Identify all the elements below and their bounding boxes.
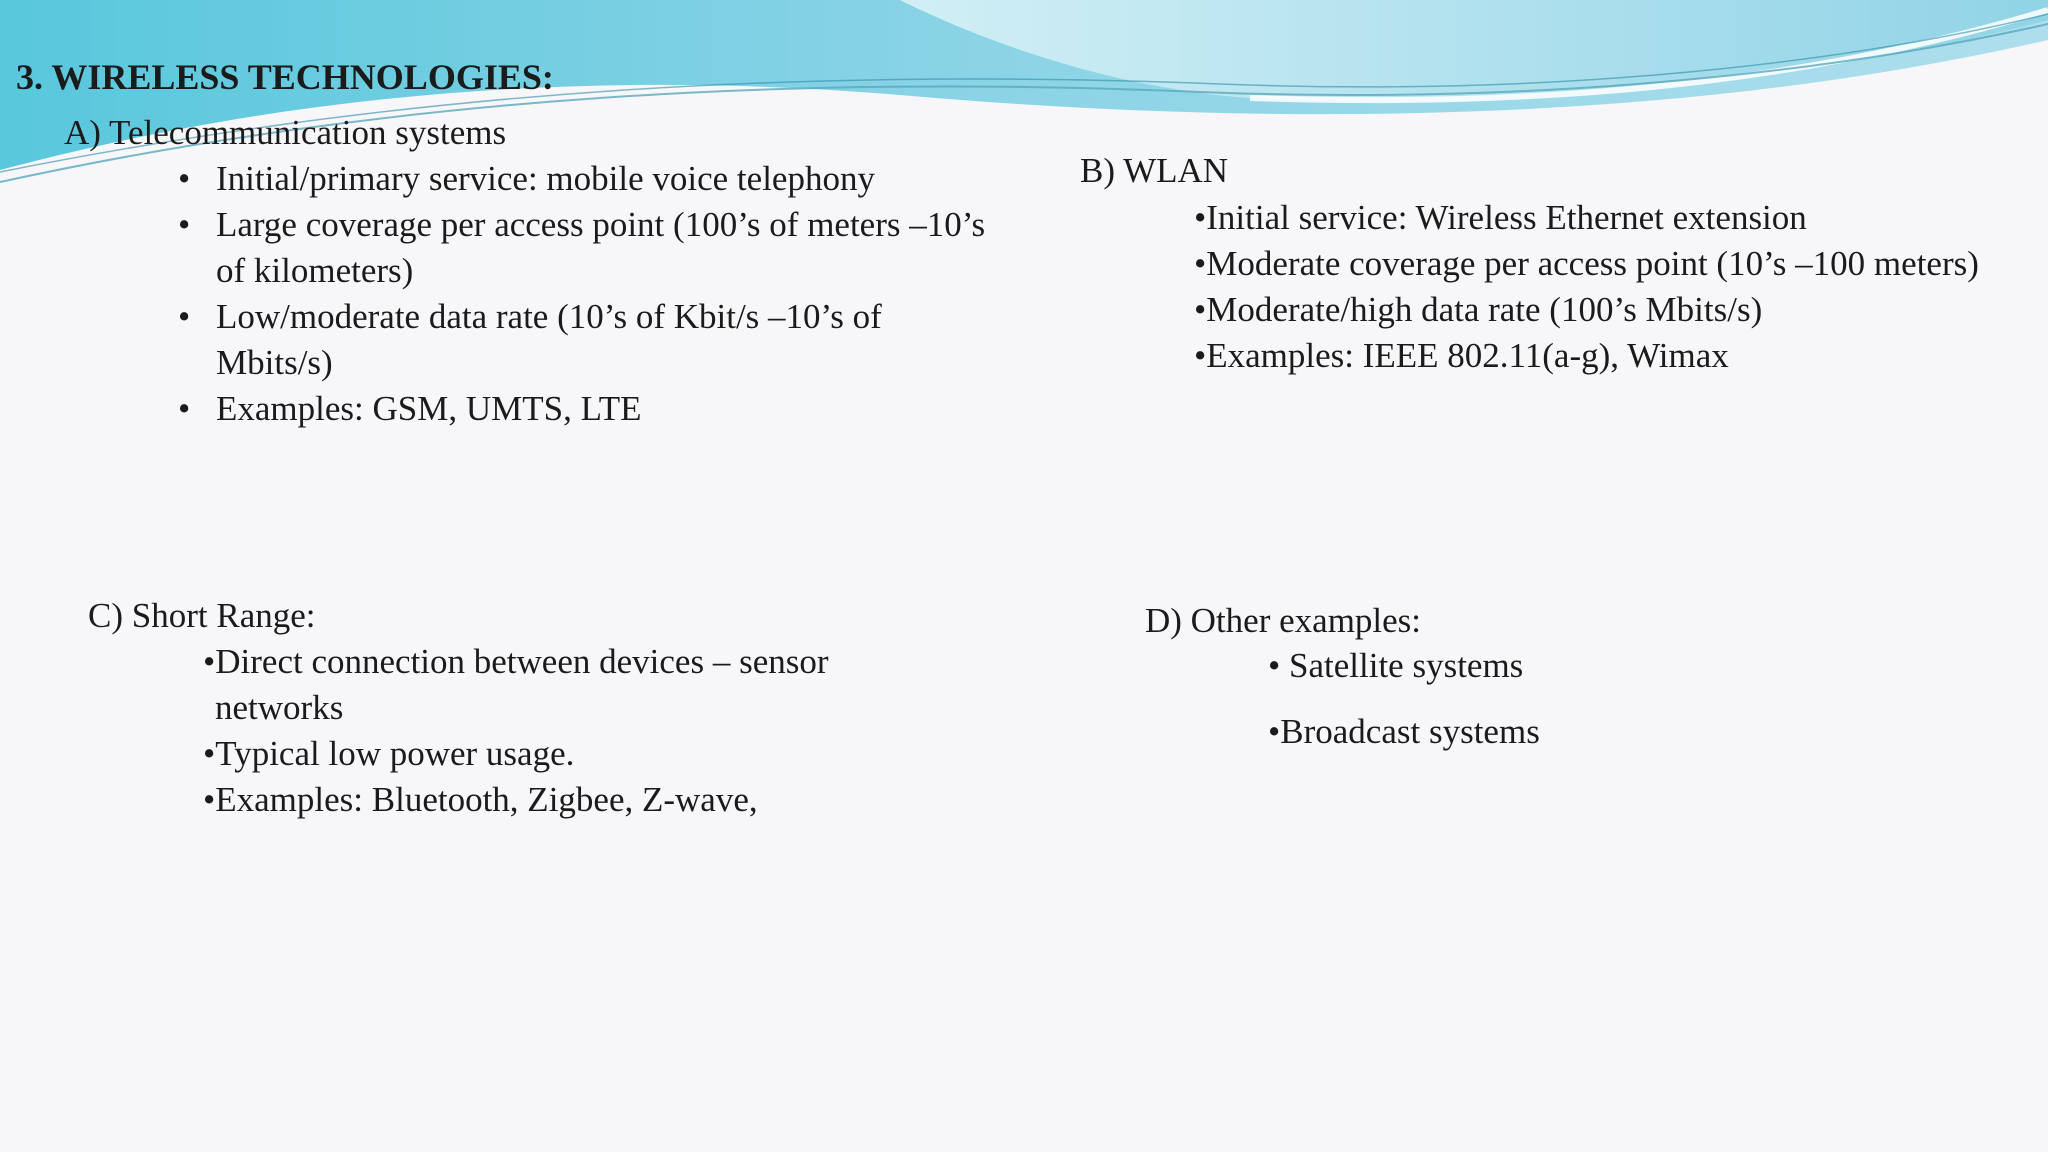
list-item: •Moderate/high data rate (100’s Mbits/s) xyxy=(1194,290,1763,329)
section-a-heading: A) Telecommunication systems xyxy=(64,113,507,152)
slide-title: 3. WIRELESS TECHNOLOGIES: xyxy=(16,57,554,97)
list-item: •Examples: IEEE 802.11(a-g), Wimax xyxy=(1194,336,1729,375)
bullet-icon: • xyxy=(1194,198,1207,237)
list-item: • Low/moderate data rate (10’s of Kbit/s –10’s of xyxy=(178,294,985,340)
bullet-icon: • xyxy=(1194,336,1207,375)
list-item: •Moderate coverage per access point (10’s –100 meters) xyxy=(1194,244,1979,283)
list-item: •Direct connection between devices – sensor xyxy=(203,642,829,681)
bullet-icon: • xyxy=(178,159,191,198)
list-item-continuation: networks xyxy=(215,688,344,727)
bullet-icon: • xyxy=(178,205,191,244)
bullet-icon: • xyxy=(1194,290,1207,329)
list-item: • Initial/primary service: mobile voice telephony xyxy=(178,156,985,202)
list-item: •Broadcast systems xyxy=(1268,712,1540,751)
bullet-icon: • xyxy=(1194,244,1207,283)
bullet-icon: • xyxy=(178,297,191,336)
section-a-list xyxy=(178,156,985,432)
list-item: •Examples: Bluetooth, Zigbee, Z-wave, xyxy=(203,780,758,819)
list-item: • Large coverage per access point (100’s of meters –10’s xyxy=(178,202,985,248)
list-item: •Typical low power usage. xyxy=(203,734,575,773)
bullet-icon: • xyxy=(1268,646,1281,685)
bullet-icon: • xyxy=(178,389,191,428)
section-c-list xyxy=(203,639,829,823)
section-b-heading: B) WLAN xyxy=(1080,151,1229,190)
bullet-icon: • xyxy=(203,642,216,681)
bullet-icon: • xyxy=(1268,712,1281,751)
bullet-icon: • xyxy=(203,780,216,819)
list-item: • Satellite systems xyxy=(1268,646,1524,685)
list-item: • Examples: GSM, UMTS, LTE xyxy=(178,386,985,432)
list-item-continuation: of kilometers) xyxy=(216,251,414,290)
section-b-list xyxy=(1194,195,1979,379)
bullet-icon: • xyxy=(203,734,216,773)
section-d-heading: D) Other examples: xyxy=(1145,601,1422,640)
section-c-heading: C) Short Range: xyxy=(88,596,316,635)
list-item: •Initial service: Wireless Ethernet extension xyxy=(1194,198,1807,237)
list-item-continuation: Mbits/s) xyxy=(216,343,333,382)
